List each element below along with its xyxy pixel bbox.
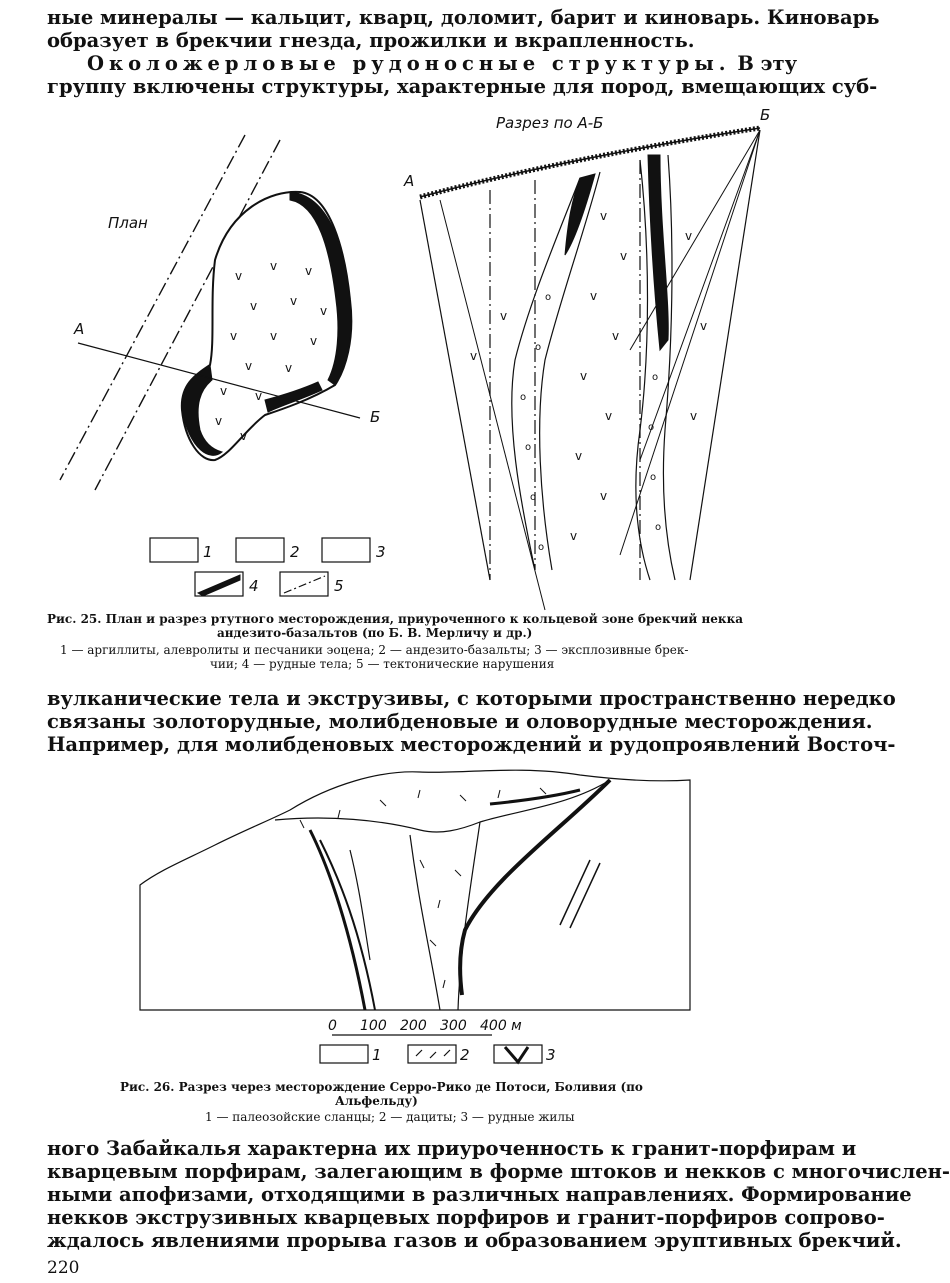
scale-labels (328, 1018, 528, 1038)
svg-text:v: v (270, 259, 278, 273)
scale-label: 200 (400, 1018, 427, 1034)
text-line: ного Забайкалья характерна их приуроченность к гранит-порфирам и (47, 1137, 857, 1160)
text-line (47, 52, 798, 75)
svg-text:o: o (648, 422, 655, 433)
svg-text:v: v (575, 449, 583, 463)
text-line: кварцевым порфирам, залегающим в форме штоков и некков с многочислен- (47, 1160, 950, 1183)
svg-text:v: v (590, 289, 598, 303)
text-fragment: В эту (730, 52, 798, 75)
figure-25-legend-text (60, 643, 800, 671)
svg-text:o: o (535, 342, 542, 353)
figure-26-caption (120, 1080, 760, 1108)
svg-text:v: v (215, 414, 223, 428)
svg-text:v: v (230, 329, 238, 343)
svg-text:v: v (290, 294, 298, 308)
scale-label: 300 (440, 1018, 467, 1034)
point-b-section: Б (760, 106, 771, 124)
text-line: ждалось явлениями прорыва газов и образованием эруптивных брекчий. (47, 1229, 902, 1252)
svg-text:o: o (650, 472, 657, 483)
svg-text:v: v (310, 334, 318, 348)
text-line: ные минералы — кальцит, кварц, доломит, барит и киноварь. Киноварь (47, 6, 880, 29)
svg-text:v: v (285, 361, 293, 375)
section-label: Разрез по А-Б (496, 114, 604, 132)
text-line: некков экструзивных кварцевых порфиров и гранит-порфиров сопрово- (47, 1206, 885, 1229)
svg-text:v: v (470, 349, 478, 363)
page-number: 220 (47, 1258, 80, 1278)
svg-text:v: v (600, 209, 608, 223)
svg-text:v: v (320, 304, 328, 318)
caption-line: Рис. 25. План и разрез ртутного месторождения, приуроченного к кольцевой зоне брекчий некка (47, 612, 744, 626)
scale-label: 100 (360, 1018, 387, 1034)
svg-text:v: v (690, 409, 698, 423)
svg-text:o: o (652, 372, 659, 383)
caption-line: андезито-базальтов (по Б. В. Мерличу и др.) (217, 626, 533, 640)
svg-text:v: v (685, 229, 693, 243)
svg-text:o: o (520, 392, 527, 403)
text-line: Например, для молибденовых месторождений и рудопроявлений Восточ- (47, 733, 896, 756)
svg-text:v: v (580, 369, 588, 383)
figure-26-legend-text: 1 — палеозойские сланцы; 2 — дациты; 3 — рудные жилы (205, 1110, 575, 1124)
svg-text:v: v (255, 389, 263, 403)
scale-label: 0 (328, 1018, 337, 1034)
legend-number: 3 (546, 1046, 556, 1064)
svg-text:v: v (570, 529, 578, 543)
section-view (420, 128, 760, 610)
point-b-plan: Б (370, 408, 381, 426)
legend-number: 1 (203, 543, 213, 561)
svg-text:v: v (235, 269, 243, 283)
svg-text:v: v (500, 309, 508, 323)
point-a-section: А (404, 172, 415, 190)
text-line: группу включены структуры, характерные для пород, вмещающих суб- (47, 75, 878, 98)
paragraph-3 (47, 687, 896, 756)
plan-label: План (108, 214, 148, 232)
svg-text:v: v (250, 299, 258, 313)
point-a-plan: А (74, 320, 85, 338)
figure-26-legend (320, 1045, 542, 1063)
legend-number: 2 (290, 543, 300, 561)
svg-text:v: v (620, 249, 628, 263)
text-line: вулканические тела и экструзивы, с которыми пространственно нередко (47, 687, 896, 710)
legend-number: 1 (372, 1046, 382, 1064)
text-line: ными апофизами, отходящими в различных направлениях. Формирование (47, 1183, 912, 1206)
svg-text:v: v (240, 429, 248, 443)
text-line: образует в брекчии гнезда, прожилки и вкрапленность. (47, 29, 695, 52)
text-line: связаны золоторудные, молибденовые и оловорудные месторождения. (47, 710, 873, 733)
svg-text:v: v (245, 359, 253, 373)
svg-text:o: o (655, 522, 662, 533)
paragraph-1 (47, 6, 880, 52)
caption-line: Альфельду) (335, 1094, 418, 1108)
svg-text:v: v (700, 319, 708, 333)
legend-number: 4 (249, 577, 259, 595)
svg-text:v: v (270, 329, 278, 343)
section-profile (140, 770, 690, 1010)
svg-text:o: o (538, 542, 545, 553)
paragraph-4 (47, 1137, 950, 1252)
legend-number: 3 (376, 543, 386, 561)
svg-text:v: v (612, 329, 620, 343)
caption-line: Рис. 26. Разрез через месторождение Серро-Рико де Потоси, Боливия (по (120, 1080, 643, 1094)
paragraph-2 (47, 52, 878, 98)
svg-text:v: v (305, 264, 313, 278)
section-heading: Околожерловые рудоносные структуры. (87, 52, 731, 75)
legend-number: 5 (334, 577, 344, 595)
legend-line: 1 — аргиллиты, алевролиты и песчаники эоцена; 2 — андезито-базальты; 3 — эксплозивные брек- (60, 643, 689, 657)
legend-line: чии; 4 — рудные тела; 5 — тектонические нарушения (210, 657, 555, 671)
plan-view (60, 135, 360, 490)
svg-text:o: o (525, 442, 532, 453)
scale-label: 400 м (480, 1018, 522, 1034)
svg-text:o: o (530, 492, 537, 503)
svg-text:v: v (605, 409, 613, 423)
svg-text:v: v (600, 489, 608, 503)
legend-number: 2 (460, 1046, 470, 1064)
figure-25-caption (47, 612, 787, 640)
svg-text:v: v (220, 384, 228, 398)
svg-text:o: o (545, 292, 552, 303)
